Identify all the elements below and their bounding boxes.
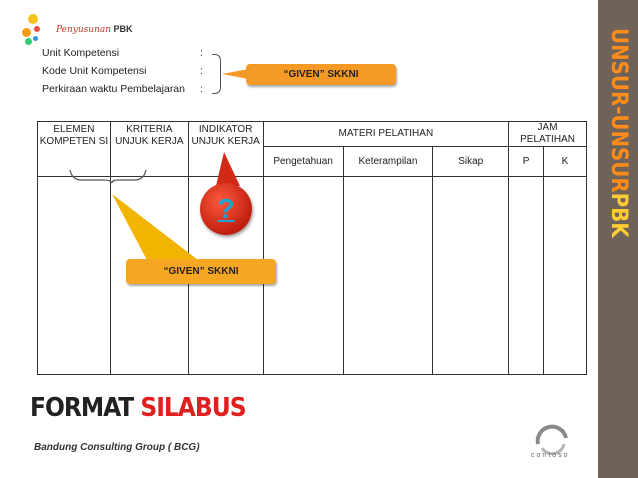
table-cell — [544, 177, 587, 375]
perkiraan-waktu-label: Perkiraan waktu Pembelajaran — [42, 83, 185, 95]
table-cell — [509, 177, 544, 375]
question-mark-icon: ? — [200, 183, 252, 235]
col-elemen-header: ELEMEN KOMPETEN SI — [38, 122, 111, 177]
table-cell — [38, 177, 111, 375]
colon: : — [200, 47, 203, 59]
col-materi-header: MATERI PELATIHAN — [263, 122, 508, 147]
table-cell — [343, 177, 433, 375]
logo-bold-text: PBK — [113, 24, 133, 34]
sub-sikap-header: Sikap — [433, 147, 509, 177]
logo-script-text: Penyusunan — [56, 25, 112, 35]
sub-keterampilan-header: Keterampilan — [343, 147, 433, 177]
column-brace — [68, 168, 148, 184]
colon: : — [200, 83, 203, 95]
format-silabus-title — [30, 393, 246, 423]
sidebar-title — [603, 28, 633, 238]
title-word-silabus: SILABUS — [140, 393, 246, 423]
table-cell — [433, 177, 509, 375]
col-kriteria-header: KRITERIA UNJUK KERJA — [110, 122, 188, 177]
title-word-format: FORMAT — [30, 393, 134, 423]
sidebar-word-1: UNSUR-UNSUR — [606, 28, 631, 193]
unit-kompetensi-label: Unit Kompetensi — [42, 47, 120, 59]
sub-pengetahuan-header: Pengetahuan — [263, 147, 343, 177]
given-skkni-callout-top: “GIVEN” SKKNI — [246, 64, 396, 85]
contoso-brand-text: contoso — [531, 452, 570, 459]
logo-title — [56, 24, 133, 35]
sub-k-header: K — [544, 147, 587, 177]
footer-subtitle: Bandung Consulting Group ( BCG) — [34, 442, 200, 453]
col-indikator-header: INDIKATOR UNJUK KERJA — [188, 122, 263, 177]
kode-unit-label: Kode Unit Kompetensi — [42, 65, 147, 77]
colon: : — [200, 65, 203, 77]
col-jam-header: JAM PELATIHAN — [509, 122, 587, 147]
sidebar-word-2: PBK — [606, 192, 631, 238]
given-skkni-callout-bottom: “GIVEN” SKKNI — [126, 259, 276, 284]
sub-p-header: P — [509, 147, 544, 177]
